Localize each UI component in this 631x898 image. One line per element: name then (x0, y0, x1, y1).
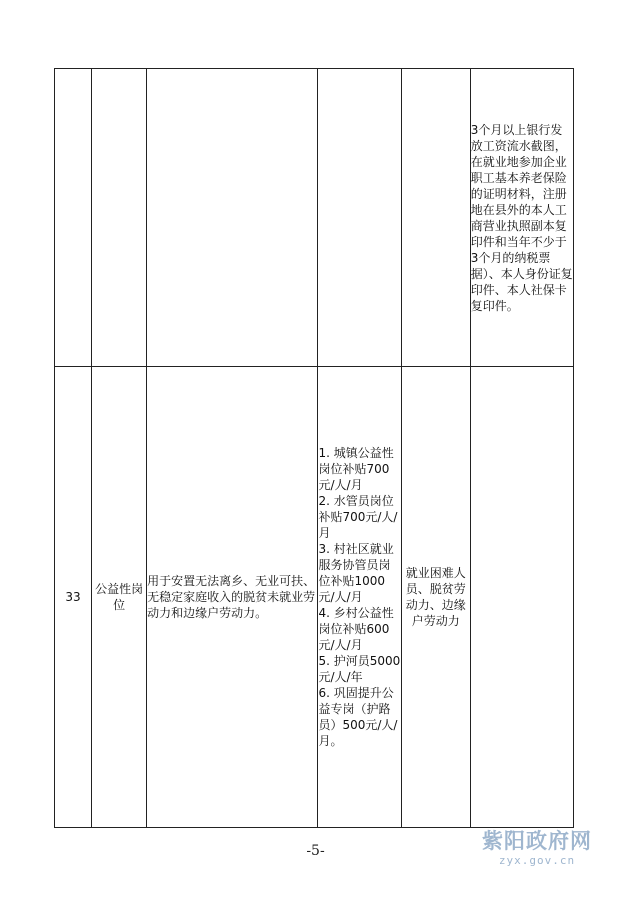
table-row (55, 69, 574, 367)
item-name-cell: 公益性岗位 (92, 367, 147, 828)
purpose-cell (147, 69, 318, 367)
target-cell: 就业困难人员、脱贫劳动力、边缘户劳动力 (401, 367, 470, 828)
row-number-cell: 33 (55, 367, 92, 828)
watermark-url: zyx.gov.cn (498, 854, 576, 867)
standard-cell (318, 69, 401, 367)
standard-cell (318, 367, 401, 828)
standard-line: 3. 村社区就业服务协管员岗位补贴1000元/人/月 (318, 542, 394, 604)
watermark-title: 紫阳政府网 (482, 829, 592, 853)
page-number: -5- (306, 843, 325, 859)
standard-line: 1. 城镇公益性岗位补贴700元/人/月 (318, 446, 394, 492)
purpose-cell: 用于安置无法离乡、无业可扶、无稳定家庭收入的脱贫未就业劳动力和边缘户劳动力。 (147, 367, 318, 828)
standard-line: 6. 巩固提升公益专岗（护路员）500元/人/月。 (318, 686, 398, 748)
table-row (55, 367, 574, 828)
standard-line: 5. 护河员5000元/人/年 (318, 654, 401, 684)
standard-line: 2. 水管员岗位补贴700元/人/月 (318, 494, 398, 540)
watermark (472, 828, 602, 868)
materials-cell: 3个月以上银行发放工资流水截图，在就业地参加企业职工基本养老保险的证明材料，注册地在县外的本人工商营业执照副本复印件和当年不少于3个月的纳税票据）、本人身份证复印件、本人社保卡复印件。 (470, 69, 573, 367)
materials-cell (470, 367, 573, 828)
target-cell (401, 69, 470, 367)
row-number-cell (55, 69, 92, 367)
standard-line: 4. 乡村公益性岗位补贴600元/人/月 (318, 606, 394, 652)
item-name-cell (92, 69, 147, 367)
policy-table (54, 68, 574, 828)
